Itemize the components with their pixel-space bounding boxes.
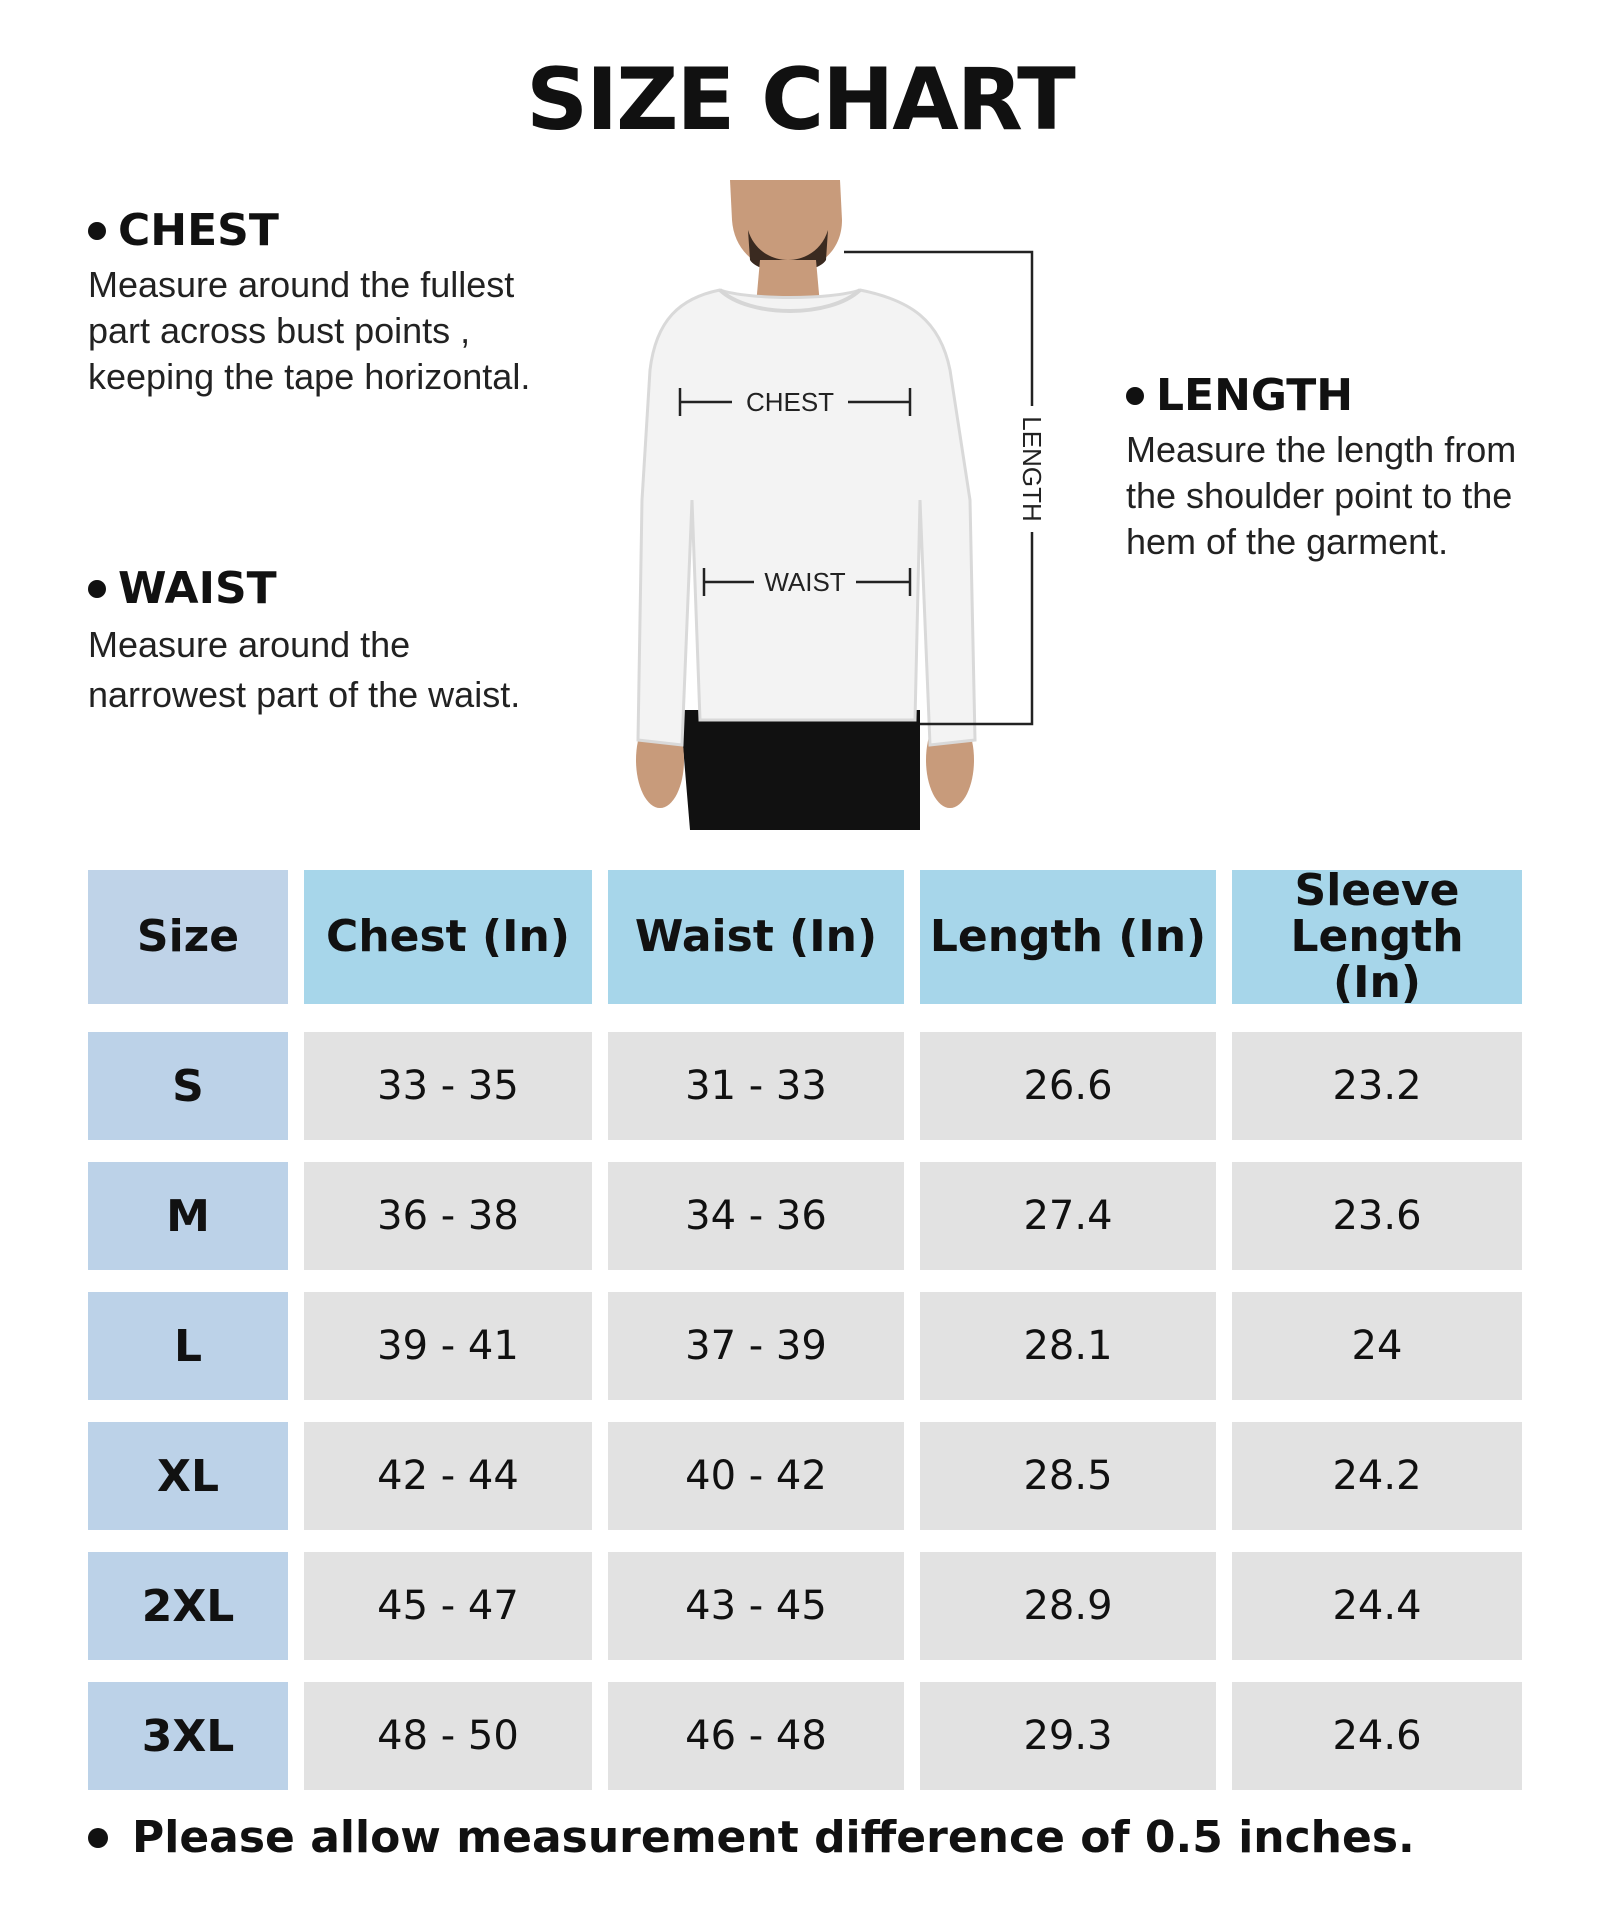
table-cell-sleeve-length: 24.6 [1232, 1682, 1522, 1790]
chest-desc-line: Measure around the fullest [88, 264, 515, 305]
length-figure-label: LENGTH [1017, 416, 1047, 522]
table-cell-chest: 48 - 50 [304, 1682, 592, 1790]
length-desc-line: Measure the length from [1126, 429, 1517, 470]
table-cell-sleeve-length: 24 [1232, 1292, 1522, 1400]
table-header-chest: Chest (In) [304, 870, 592, 1004]
table-cell-waist: 43 - 45 [608, 1552, 904, 1660]
table-cell-length: 28.9 [920, 1552, 1216, 1660]
model-head [730, 180, 842, 305]
table-cell-waist: 31 - 33 [608, 1032, 904, 1140]
table-header-length: Length (In) [920, 870, 1216, 1004]
chest-description [88, 262, 648, 400]
length-desc-line: hem of the garment. [1126, 521, 1449, 562]
table-row-size: S [88, 1032, 288, 1140]
model-figure [620, 180, 1060, 830]
length-heading-row [1126, 370, 1586, 421]
table-cell-length: 26.6 [920, 1032, 1216, 1140]
waist-section [88, 563, 648, 720]
table-cell-sleeve-length: 23.6 [1232, 1162, 1522, 1270]
table-cell-chest: 45 - 47 [304, 1552, 592, 1660]
table-cell-sleeve-length: 23.2 [1232, 1032, 1522, 1140]
table-row-size: 3XL [88, 1682, 288, 1790]
waist-heading: WAIST [118, 563, 277, 614]
measurement-note [88, 1812, 1415, 1863]
table-cell-chest: 39 - 41 [304, 1292, 592, 1400]
waist-heading-row [88, 563, 648, 614]
table-cell-sleeve-length: 24.2 [1232, 1422, 1522, 1530]
chest-desc-line: part across bust points , [88, 310, 471, 351]
length-heading: LENGTH [1156, 370, 1354, 421]
table-header-sleeve-length: Sleeve Length (In) [1232, 870, 1522, 1004]
length-desc-line: the shoulder point to the [1126, 475, 1513, 516]
table-cell-sleeve-length: 24.4 [1232, 1552, 1522, 1660]
waist-description [88, 620, 648, 720]
table-cell-waist: 37 - 39 [608, 1292, 904, 1400]
page-title: SIZE CHART [526, 50, 1074, 150]
table-cell-chest: 42 - 44 [304, 1422, 592, 1530]
table-cell-waist: 46 - 48 [608, 1682, 904, 1790]
white-shirt [638, 290, 975, 745]
waist-desc-line: Measure around the [88, 624, 411, 665]
bullet-icon [88, 222, 106, 240]
length-description [1126, 427, 1586, 565]
table-row-size: L [88, 1292, 288, 1400]
table-cell-waist: 40 - 42 [608, 1422, 904, 1530]
table-cell-waist: 34 - 36 [608, 1162, 904, 1270]
table-cell-chest: 33 - 35 [304, 1032, 592, 1140]
table-cell-chest: 36 - 38 [304, 1162, 592, 1270]
pants [680, 710, 920, 830]
chest-desc-line: keeping the tape horizontal. [88, 356, 531, 397]
bullet-icon [1126, 387, 1144, 405]
measurement-note-text: Please allow measurement difference of 0.5 inches. [132, 1812, 1415, 1863]
table-header-waist: Waist (In) [608, 870, 904, 1004]
table-cell-length: 28.1 [920, 1292, 1216, 1400]
table-row-size: M [88, 1162, 288, 1270]
chest-figure-label: CHEST [745, 387, 835, 417]
table-row-size: XL [88, 1422, 288, 1530]
length-section [1126, 370, 1586, 565]
bullet-icon [88, 580, 106, 598]
table-row-size: 2XL [88, 1552, 288, 1660]
chest-heading-row [88, 205, 648, 256]
table-header-size: Size [88, 870, 288, 1004]
waist-desc-line: narrowest part of the waist. [88, 674, 521, 715]
table-cell-length: 29.3 [920, 1682, 1216, 1790]
table-cell-length: 27.4 [920, 1162, 1216, 1270]
bullet-icon [88, 1828, 108, 1848]
table-cell-length: 28.5 [920, 1422, 1216, 1530]
chest-section [88, 205, 648, 400]
chest-heading: CHEST [118, 205, 279, 256]
waist-figure-label: WAIST [764, 567, 846, 597]
